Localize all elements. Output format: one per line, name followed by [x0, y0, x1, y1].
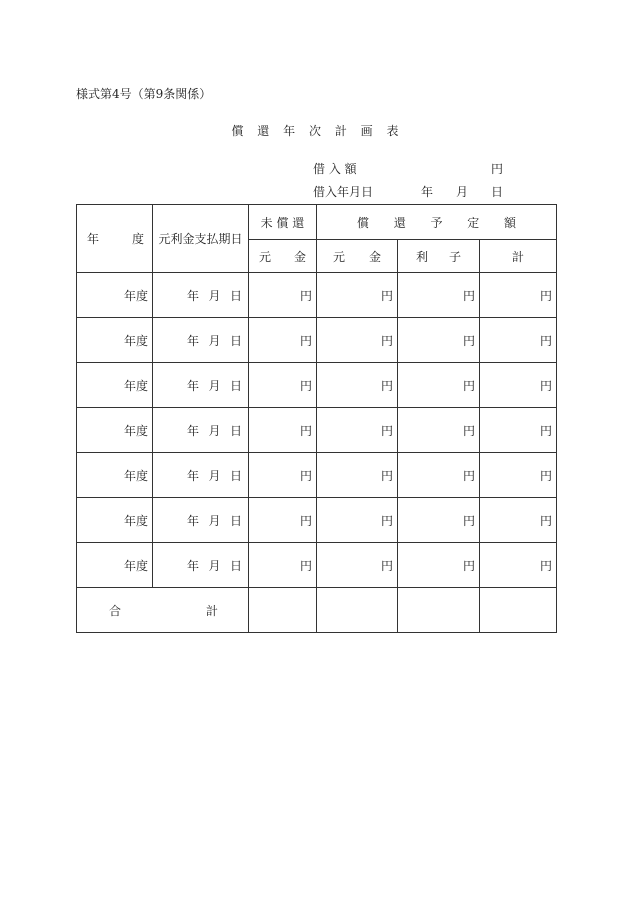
total-unpaid-cell — [249, 588, 317, 633]
year-cell: 年度 — [77, 318, 153, 363]
day-unit: 日 — [229, 333, 242, 348]
planned-header-char: 予 — [430, 215, 443, 230]
planned-repayment-header — [317, 205, 557, 240]
unpaid-principal-cell: 円 — [249, 498, 317, 543]
loan-amount-label: 借 入 額 — [313, 162, 357, 176]
interest-header — [398, 240, 480, 273]
year-cell: 年度 — [77, 453, 153, 498]
total-cell: 円 — [480, 498, 557, 543]
table-row — [77, 363, 557, 408]
unpaid-principal-cell: 円 — [249, 273, 317, 318]
loan-date-month: 月 — [456, 185, 469, 199]
year-cell: 年度 — [77, 408, 153, 453]
planned-header-char: 還 — [393, 215, 406, 230]
payment-date-cell — [153, 453, 249, 498]
principal-header — [317, 240, 398, 273]
payment-date-cell — [153, 318, 249, 363]
unpaid-header-char: 元 — [259, 249, 272, 264]
unpaid-principal-header-bottom — [249, 240, 317, 273]
principal-cell: 円 — [317, 498, 398, 543]
header-row — [77, 205, 557, 240]
total-principal-cell — [317, 588, 398, 633]
fiscal-year-header-char: 年 — [87, 232, 100, 246]
unpaid-principal-cell: 円 — [249, 318, 317, 363]
title-char: 画 — [360, 124, 373, 138]
payment-date-cell — [153, 408, 249, 453]
repayment-schedule-table — [76, 204, 557, 633]
year-unit: 年 — [187, 513, 200, 528]
planned-header-char: 定 — [467, 215, 480, 230]
table-row — [77, 408, 557, 453]
loan-date-day: 日 — [491, 185, 504, 199]
total-sum-cell — [480, 588, 557, 633]
month-unit: 月 — [208, 333, 221, 348]
total-label — [77, 588, 249, 633]
month-unit: 月 — [208, 558, 221, 573]
principal-cell: 円 — [317, 363, 398, 408]
title-char: 償 — [231, 124, 244, 138]
month-unit: 月 — [208, 288, 221, 303]
subtotal-header: 計 — [480, 240, 557, 273]
year-cell: 年度 — [77, 543, 153, 588]
total-cell: 円 — [480, 363, 557, 408]
loan-date-year: 年 — [421, 185, 434, 199]
month-unit: 月 — [208, 423, 221, 438]
total-label-char: 計 — [205, 603, 218, 618]
principal-cell: 円 — [317, 408, 398, 453]
interest-cell: 円 — [398, 453, 480, 498]
interest-header-char: 子 — [448, 249, 461, 264]
unpaid-principal-cell: 円 — [249, 363, 317, 408]
payment-date-header: 元利金支払期日 — [153, 205, 249, 273]
unpaid-principal-cell: 円 — [249, 543, 317, 588]
year-cell: 年度 — [77, 498, 153, 543]
year-unit: 年 — [187, 423, 200, 438]
loan-amount-unit: 円 — [491, 162, 504, 176]
table-row — [77, 453, 557, 498]
interest-cell: 円 — [398, 363, 480, 408]
interest-cell: 円 — [398, 498, 480, 543]
year-unit: 年 — [187, 288, 200, 303]
principal-cell: 円 — [317, 453, 398, 498]
interest-cell: 円 — [398, 408, 480, 453]
principal-cell: 円 — [317, 273, 398, 318]
total-row — [77, 588, 557, 633]
unpaid-principal-cell: 円 — [249, 453, 317, 498]
principal-header-char: 元 — [333, 249, 346, 264]
payment-date-cell — [153, 543, 249, 588]
year-cell: 年度 — [77, 273, 153, 318]
day-unit: 日 — [229, 513, 242, 528]
fiscal-year-header-char: 度 — [131, 232, 144, 246]
interest-cell: 円 — [398, 273, 480, 318]
table-row — [77, 318, 557, 363]
total-cell: 円 — [480, 318, 557, 363]
document-title — [0, 122, 630, 139]
day-unit: 日 — [229, 288, 242, 303]
loan-date-label: 借入年月日 — [313, 185, 374, 199]
year-unit: 年 — [187, 333, 200, 348]
unpaid-header-char: 金 — [293, 249, 306, 264]
payment-date-cell — [153, 363, 249, 408]
unpaid-principal-cell: 円 — [249, 408, 317, 453]
title-char: 表 — [386, 124, 399, 138]
year-unit: 年 — [187, 468, 200, 483]
principal-header-char: 金 — [368, 249, 381, 264]
title-char: 年 — [283, 124, 296, 138]
principal-cell: 円 — [317, 543, 398, 588]
year-cell: 年度 — [77, 363, 153, 408]
day-unit: 日 — [229, 558, 242, 573]
total-cell: 円 — [480, 408, 557, 453]
title-char: 還 — [257, 124, 270, 138]
principal-cell: 円 — [317, 318, 398, 363]
payment-date-cell — [153, 273, 249, 318]
payment-date-cell — [153, 498, 249, 543]
table-row — [77, 543, 557, 588]
year-unit: 年 — [187, 558, 200, 573]
interest-header-char: 利 — [416, 249, 429, 264]
total-cell: 円 — [480, 273, 557, 318]
month-unit: 月 — [208, 513, 221, 528]
day-unit: 日 — [229, 378, 242, 393]
table-row — [77, 498, 557, 543]
total-cell: 円 — [480, 453, 557, 498]
month-unit: 月 — [208, 378, 221, 393]
day-unit: 日 — [229, 468, 242, 483]
planned-header-char: 償 — [357, 215, 370, 230]
planned-header-char: 額 — [504, 215, 517, 230]
unpaid-principal-header-top: 未 償 還 — [249, 205, 317, 240]
month-unit: 月 — [208, 468, 221, 483]
title-char: 次 — [308, 124, 321, 138]
year-unit: 年 — [187, 378, 200, 393]
total-label-char: 合 — [109, 603, 122, 618]
table-row — [77, 273, 557, 318]
title-char: 計 — [334, 124, 347, 138]
fiscal-year-header — [77, 205, 153, 273]
form-number: 様式第4号（第9条関係） — [76, 87, 212, 101]
interest-cell: 円 — [398, 318, 480, 363]
day-unit: 日 — [229, 423, 242, 438]
total-interest-cell — [398, 588, 480, 633]
interest-cell: 円 — [398, 543, 480, 588]
total-cell: 円 — [480, 543, 557, 588]
